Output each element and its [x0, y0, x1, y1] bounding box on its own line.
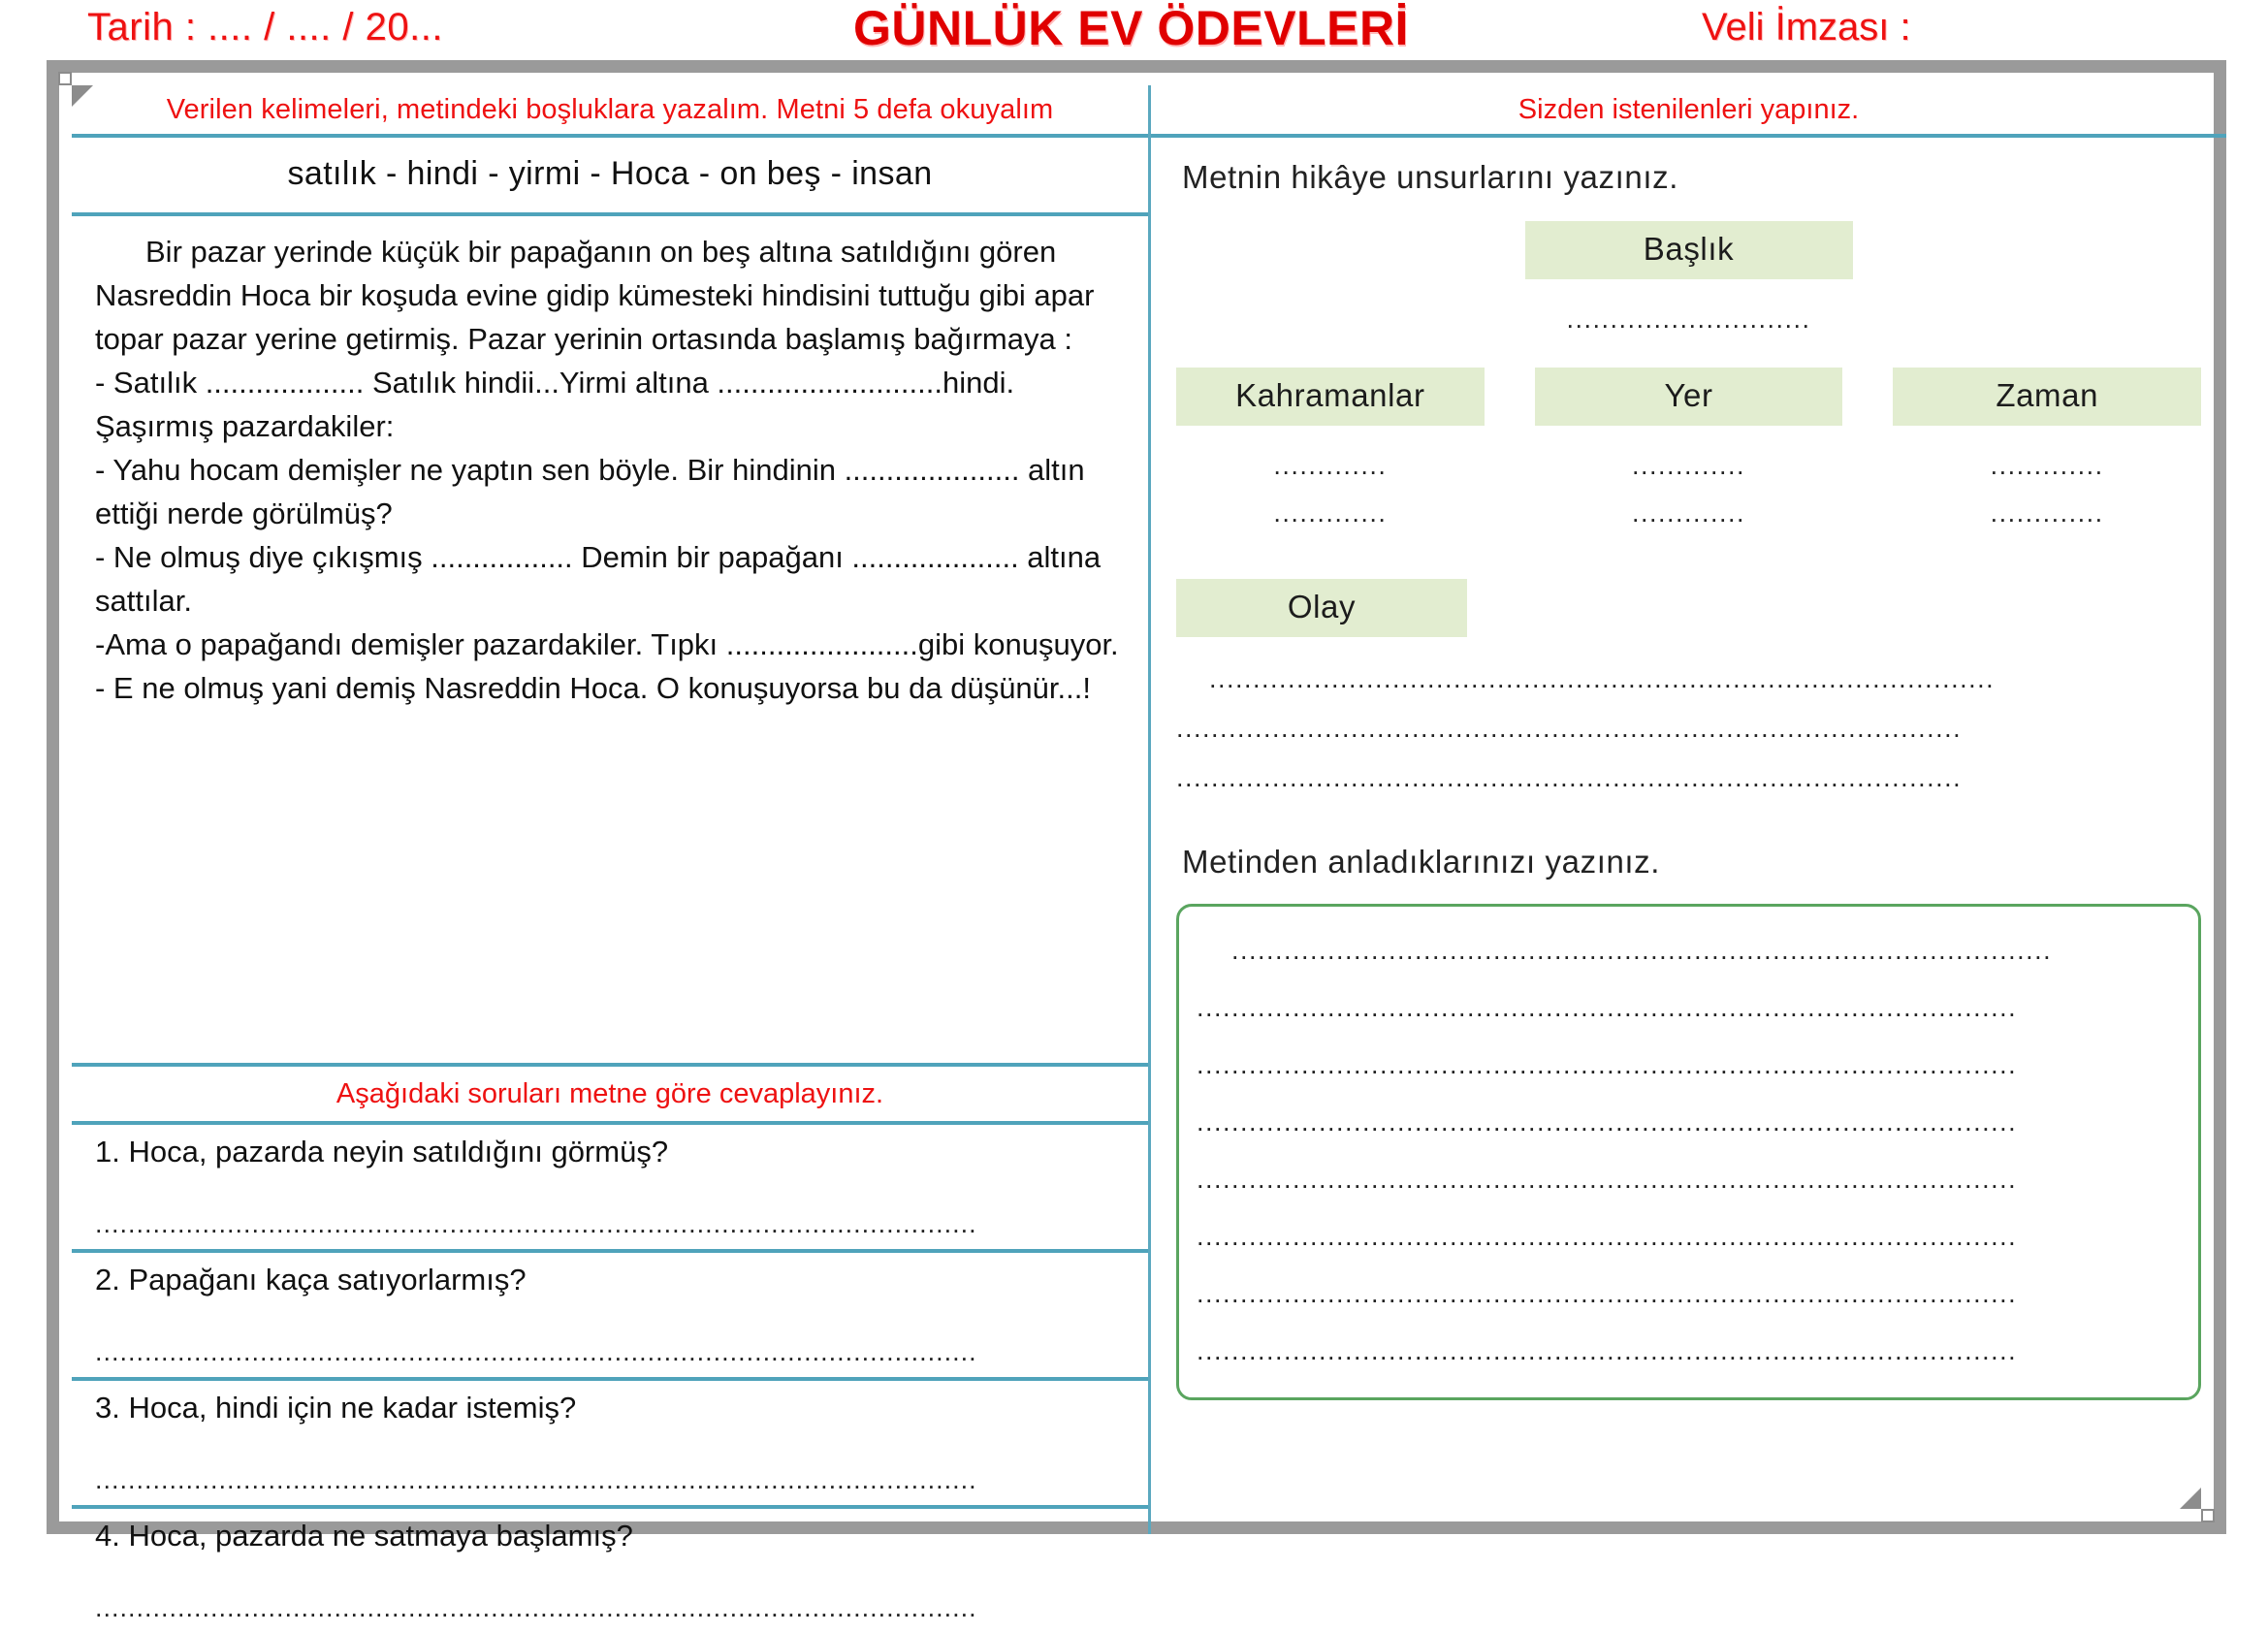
question-item-3[interactable]: [72, 1381, 1148, 1505]
olay-answer-lines[interactable]: [1176, 664, 2201, 793]
answer-line[interactable]: ...........................................................................................................: [95, 1337, 977, 1366]
question-item-1[interactable]: [72, 1125, 1148, 1249]
story-elements-row: [1176, 368, 2201, 546]
answer-line[interactable]: ..........................................................................................: [1209, 664, 1996, 693]
tag-zaman: Zaman: [1893, 368, 2201, 426]
answer-line[interactable]: ..............................................................................................: [1197, 993, 2018, 1022]
right-body: [1151, 138, 2226, 1400]
answer-line[interactable]: ..............................................................................................: [1197, 1050, 2018, 1079]
worksheet-columns: [72, 85, 2226, 1622]
understanding-answer-box[interactable]: [1176, 904, 2201, 1400]
tag-olay: Olay: [1176, 579, 1467, 637]
element-zaman: [1893, 368, 2201, 546]
passage-line: - Satılık ................... Satılık hindii...Yirmi altına ...........................hindi. Şaşırmış pazardakiler:: [95, 366, 1015, 443]
left-panel: [72, 85, 1148, 1622]
answer-line[interactable]: ...........................................................................................................: [95, 1209, 977, 1238]
passage-line: - E ne olmuş yani demiş Nasreddin Hoca. O konuşuyorsa bu da düşünür...!: [95, 671, 1091, 705]
tag-baslik: Başlık: [1525, 221, 1853, 279]
word-bank: satılık - hindi - yirmi - Hoca - on beş - insan: [287, 155, 933, 192]
question-item-4[interactable]: [72, 1509, 1148, 1633]
answer-line[interactable]: ..............................................................................................: [1231, 936, 2053, 965]
question-text: 1. Hoca, pazarda neyin satıldığını görmüş?: [95, 1135, 669, 1169]
element-yer: [1535, 368, 1843, 546]
questions-section: [72, 1067, 1148, 1633]
zaman-answer-lines[interactable]: [1893, 451, 2201, 528]
passage-line: -Ama o papağandı demişler pazardakiler. Tıpkı .......................gibi konuşuyor.: [95, 627, 1119, 661]
question-text: 2. Papağanı kaça satıyorlarmış?: [95, 1263, 527, 1297]
worksheet-frame: [47, 60, 2226, 1622]
page-title: GÜNLÜK EV ÖDEVLERİ: [853, 1, 1409, 55]
date-label: Tarih : .... / .... / 20...: [87, 6, 443, 48]
frame-handle-top-left[interactable]: [58, 72, 72, 85]
answer-line[interactable]: .............: [1631, 451, 1746, 480]
questions-heading: Aşağıdaki soruları metne göre cevaplayınız.: [335, 1078, 884, 1109]
answer-line[interactable]: .............: [1631, 498, 1746, 528]
answer-line[interactable]: ..............................................................................................: [1197, 1279, 2018, 1308]
parent-signature-label: Veli İmzası :: [1702, 6, 1911, 48]
answer-line[interactable]: .............: [1990, 451, 2104, 480]
passage-line: - Yahu hocam demişler ne yaptın sen böyle. Bir hindinin ..................... altın ettiği nerde görülmüş?: [95, 453, 1085, 530]
yer-answer-lines[interactable]: [1535, 451, 1843, 528]
answer-line[interactable]: ..............................................................................................: [1197, 1222, 2018, 1251]
answer-line[interactable]: ..............................................................................................: [1197, 1107, 2018, 1137]
kahramanlar-answer-lines[interactable]: [1176, 451, 1485, 528]
left-instruction: Verilen kelimeleri, metindeki boşluklara yazalım. Metni 5 defa okuyalım: [166, 94, 1054, 125]
passage-line: - Ne olmuş diye çıkışmış ................. Demin bir papağanı .................... altına sattılar.: [95, 540, 1102, 618]
page-header: [0, 0, 2268, 66]
answer-line[interactable]: .............: [1273, 451, 1388, 480]
right-panel: [1148, 85, 2226, 1534]
answer-line[interactable]: ..............................................................................................: [1197, 1165, 2018, 1194]
tag-yer: Yer: [1535, 368, 1843, 426]
element-kahramanlar: [1176, 368, 1485, 546]
passage-line: Bir pazar yerinde küçük bir papağanın on beş altına satıldığını gören Nasreddin Hoca bir koşuda evine gidip kümesteki hindisini tuttuğu gibi apar topar pazar yerine getirmiş. Pazar yerinin ortasında başlamış bağırmaya :: [95, 235, 1095, 356]
right-instruction: Sizden istenilenleri yapınız.: [1517, 94, 1860, 125]
answer-line[interactable]: ..............................................................................................: [1197, 1336, 2018, 1365]
answer-line[interactable]: ..........................................................................................: [1176, 763, 1963, 792]
tag-kahramanlar: Kahramanlar: [1176, 368, 1485, 426]
answer-line[interactable]: ..........................................................................................: [1176, 714, 1963, 743]
reading-passage: [72, 216, 1148, 720]
understanding-prompt: Metinden anladıklarınızı yazınız.: [1182, 844, 1661, 880]
question-text: 4. Hoca, pazarda ne satmaya başlamış?: [95, 1519, 633, 1553]
question-text: 3. Hoca, hindi için ne kadar istemiş?: [95, 1391, 577, 1425]
answer-line[interactable]: .............: [1990, 498, 2104, 528]
answer-line[interactable]: ...........................................................................................................: [95, 1593, 977, 1622]
story-elements-prompt: Metnin hikâye unsurlarını yazınız.: [1182, 159, 1678, 195]
question-item-2[interactable]: [72, 1253, 1148, 1377]
baslik-answer-line[interactable]: ............................: [1566, 304, 1811, 334]
answer-line[interactable]: .............: [1273, 498, 1388, 528]
answer-line[interactable]: ...........................................................................................................: [95, 1465, 977, 1494]
